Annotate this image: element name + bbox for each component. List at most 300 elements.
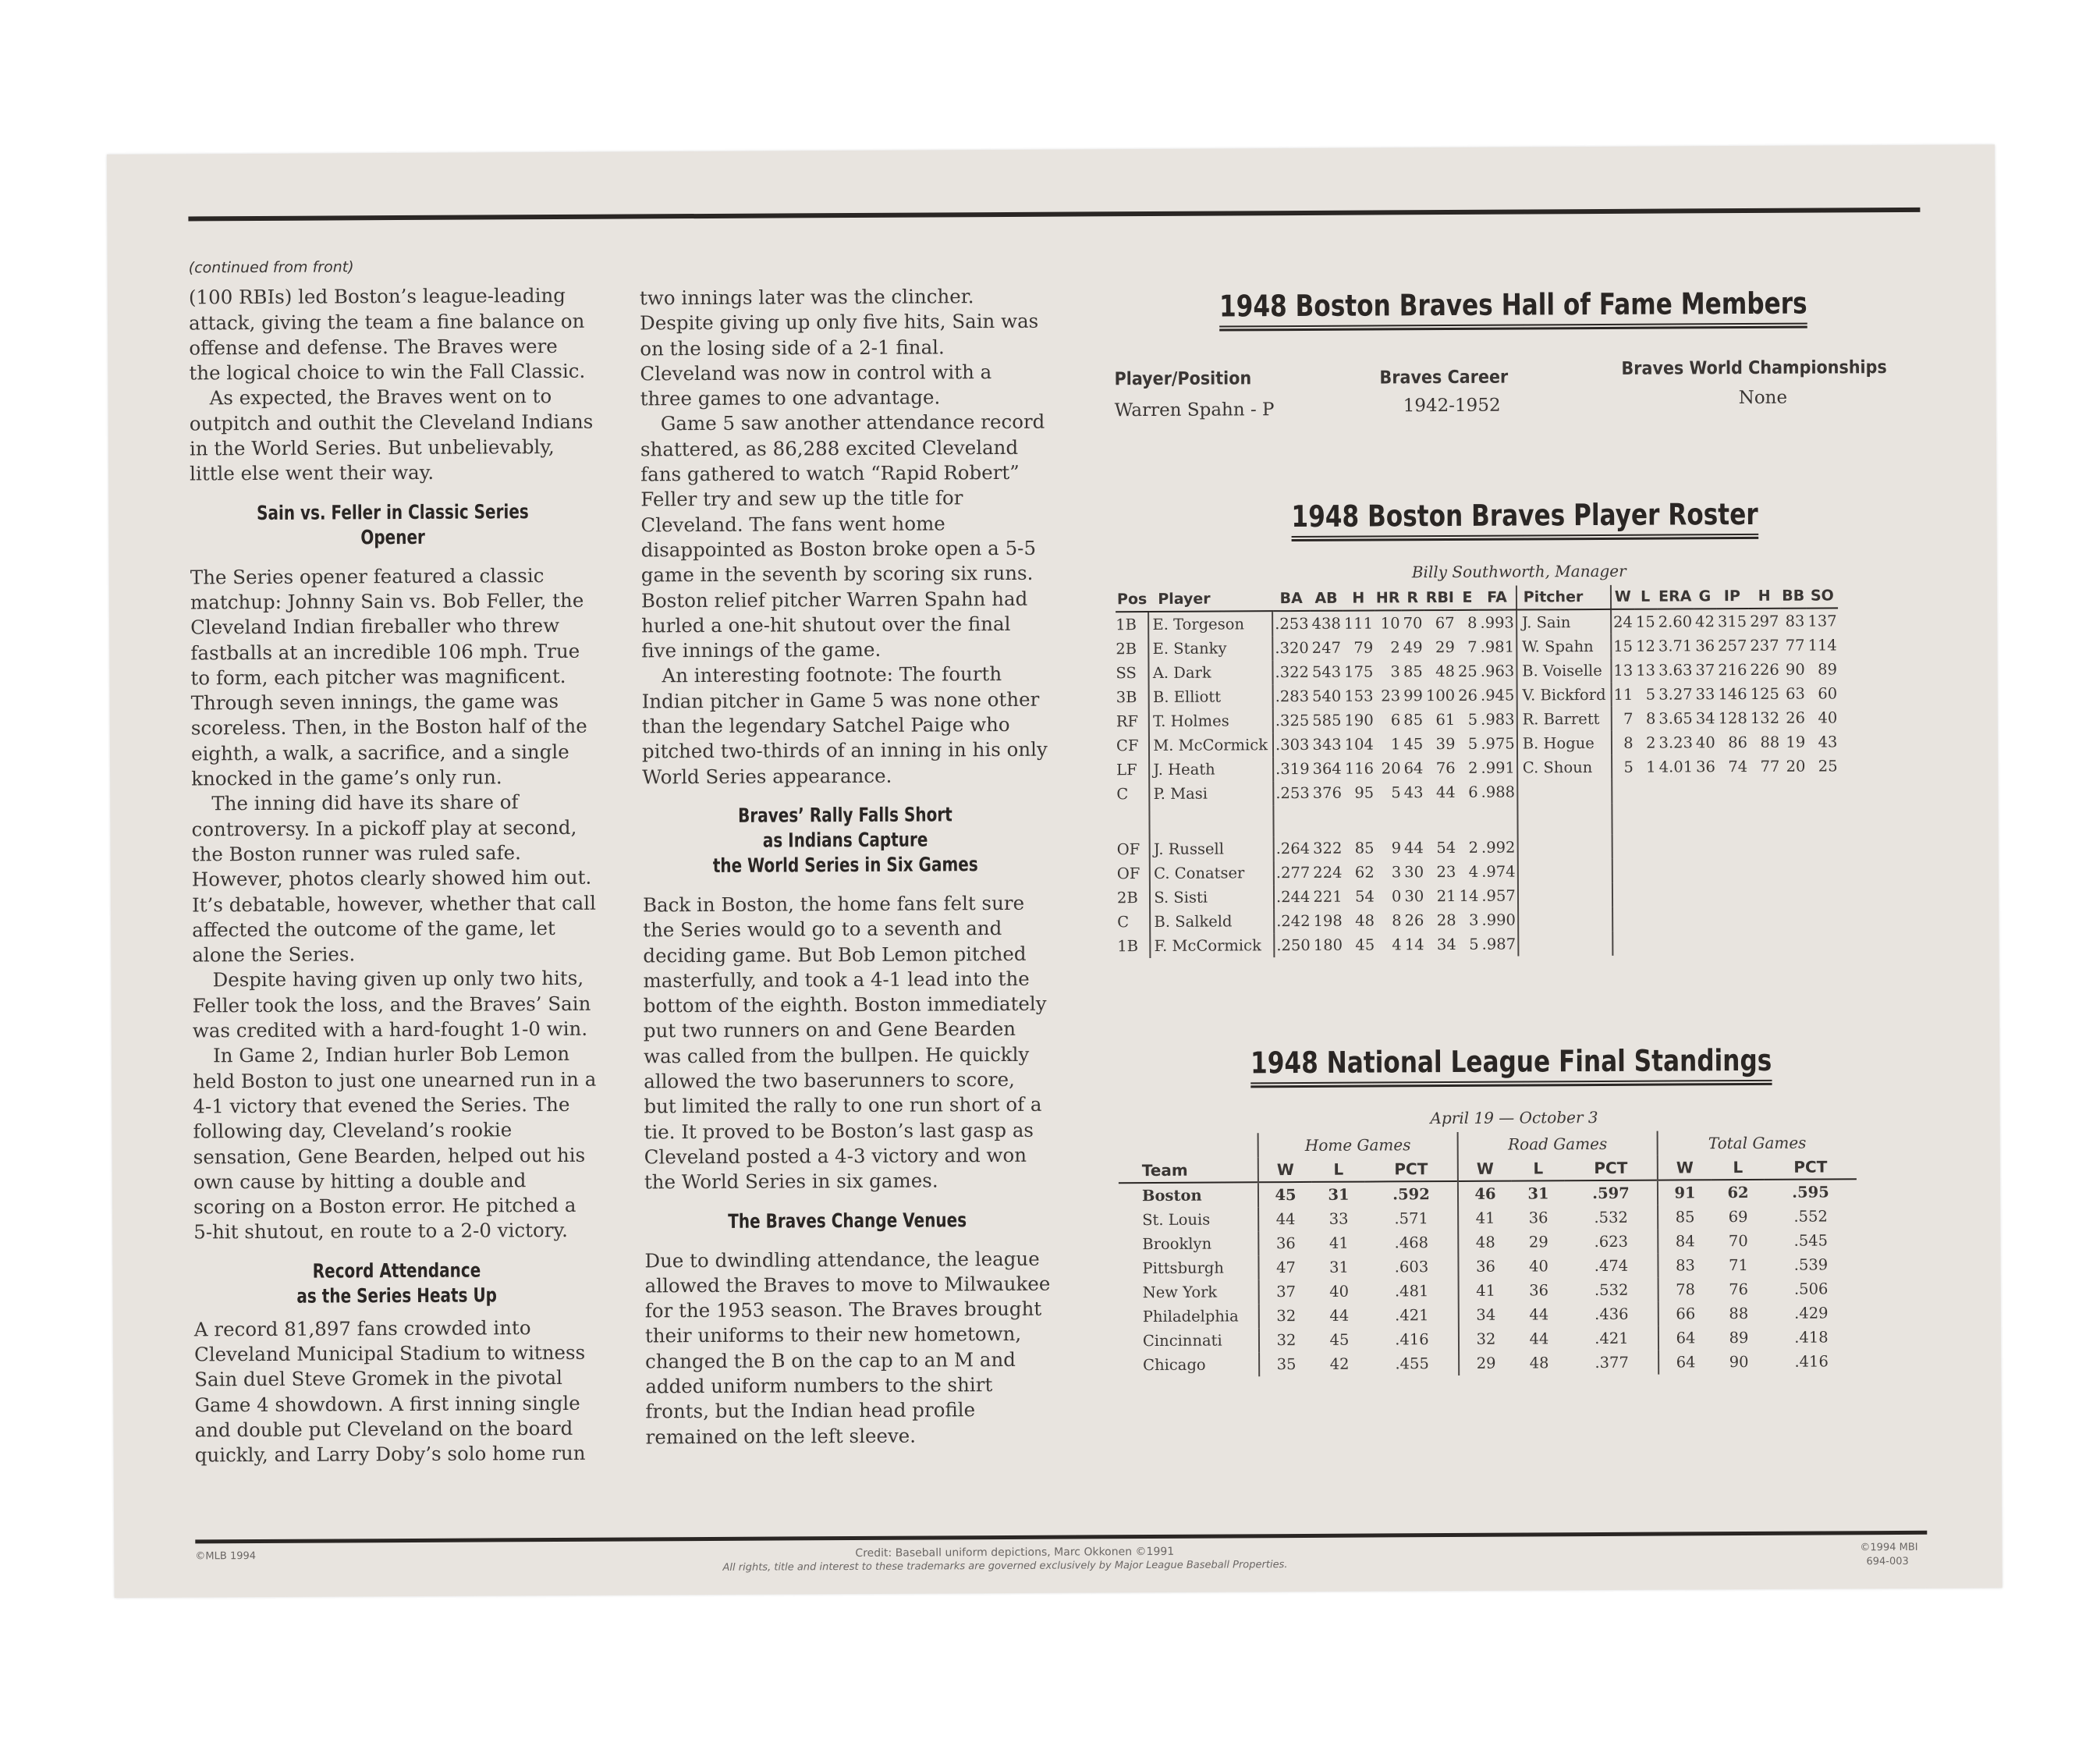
batting-stat: 438 (1311, 614, 1341, 633)
batting-stat: .253 (1272, 611, 1311, 636)
pitching-stat: 237 (1750, 636, 1779, 655)
player-name: C. Conatser (1150, 861, 1274, 886)
pitching-stat (1718, 907, 1750, 931)
standings-row (1119, 1204, 1857, 1232)
pitching-stat: 89 (1818, 660, 1838, 679)
w-header: W (1676, 1157, 1694, 1177)
w-header: W (1476, 1159, 1494, 1178)
l-header: L (1533, 1158, 1544, 1177)
team-header: Team (1141, 1160, 1188, 1180)
player-name: B. Elliott (1149, 684, 1273, 709)
pitching-stat: 43 (1818, 733, 1838, 751)
batting-stat: 343 (1312, 735, 1342, 754)
standings-stat: 45 (1258, 1182, 1312, 1207)
standings-stat: 29 (1476, 1354, 1496, 1372)
pitching-stat: 2.60 (1658, 612, 1693, 631)
standings-stat: 48 (1475, 1233, 1495, 1251)
pitcher-name (1518, 907, 1612, 932)
player-name: J. Russell (1150, 836, 1274, 861)
standings-stat: 32 (1259, 1304, 1313, 1328)
batting-stat: 180 (1313, 935, 1343, 954)
batting-stat: 4 (1468, 862, 1479, 881)
batting-stat: .283 (1273, 684, 1311, 708)
standings-row (1119, 1349, 1857, 1377)
pitching-stat (1635, 835, 1658, 859)
pitching-stat: 26 (1786, 708, 1806, 727)
team-name: Philadelphia (1142, 1307, 1239, 1326)
footer-code: 694-003 (1866, 1555, 1909, 1568)
standings-stat: .474 (1565, 1254, 1658, 1279)
standings-stat: .571 (1365, 1206, 1458, 1231)
player-position: 3B (1116, 688, 1137, 707)
batting-stat: 0 (1391, 887, 1402, 906)
pitching-stat (1695, 834, 1718, 858)
standings-row (1119, 1325, 1857, 1353)
roster-col-header: BB (1780, 584, 1806, 609)
batting-stat: .974 (1480, 860, 1518, 884)
pitching-stat: 42 (1695, 612, 1715, 631)
pitcher-name: W. Spahn (1516, 634, 1611, 659)
roster-row (1117, 833, 1840, 861)
pitching-stat: 297 (1750, 612, 1779, 630)
pitching-stat: 114 (1807, 636, 1837, 655)
batting-stat: 54 (1436, 838, 1456, 857)
continued-note: (continued from front) (188, 258, 354, 277)
standings-group-row (1119, 1130, 1857, 1158)
batting-stat: 34 (1436, 935, 1456, 954)
standings-row (1119, 1276, 1857, 1305)
footer-copyright: ©MLB 1994 (195, 1550, 257, 1563)
standings-stat: 71 (1729, 1256, 1748, 1275)
pitcher-name (1518, 859, 1612, 884)
batting-stat: 14 (1459, 886, 1479, 905)
standings-stat: 89 (1729, 1329, 1749, 1347)
top-rule (188, 208, 1920, 222)
roster-manager: Billy Southworth, Manager (1411, 561, 1626, 582)
pitching-stat (1612, 804, 1635, 835)
pitcher-name: B. Hogue (1517, 731, 1612, 756)
batting-stat: 3 (1469, 910, 1479, 929)
standings-stat: 64 (1676, 1329, 1696, 1347)
standings-stat: 36 (1529, 1281, 1549, 1300)
footer-mbi: ©1994 MBI (1860, 1541, 1918, 1554)
player-position: OF (1116, 864, 1140, 883)
pitching-stat: 40 (1818, 708, 1838, 727)
player-position: SS (1116, 664, 1137, 683)
roster-col-header: ERA (1656, 584, 1694, 609)
standings-stat: 62 (1727, 1183, 1749, 1202)
batting-stat: 376 (1312, 783, 1343, 802)
pitching-stat: 5 (1623, 758, 1634, 776)
batting-stat: 585 (1312, 711, 1342, 729)
pitching-stat (1694, 803, 1717, 834)
standings-stat: 34 (1476, 1305, 1496, 1324)
batting-stat: 540 (1312, 687, 1342, 705)
section-heading: Sain vs. Feller in Classic Series Opener (256, 499, 529, 548)
batting-stat: .992 (1480, 836, 1518, 860)
pitching-stat (1658, 779, 1695, 803)
player-name: J. Heath (1149, 757, 1273, 782)
roster-col-header: H (1343, 587, 1375, 611)
batting-stat (1375, 804, 1403, 836)
standings-table-wrap (1119, 1130, 1858, 1377)
batting-stat: .244 (1274, 885, 1312, 909)
batting-stat: 175 (1344, 662, 1374, 681)
standings-stat: 47 (1258, 1255, 1312, 1280)
standings-stat: 88 (1729, 1305, 1749, 1323)
standings-stat: 84 (1675, 1232, 1695, 1251)
roster-col-header: RBI (1424, 586, 1456, 610)
hof-championships-header: Braves World Championships (1621, 357, 1887, 379)
batting-stat: 49 (1403, 638, 1423, 657)
pct-header: PCT (1793, 1156, 1828, 1177)
standings-stat: .429 (1794, 1304, 1829, 1322)
standings-stat: .481 (1366, 1279, 1459, 1304)
batting-stat: .993 (1478, 610, 1516, 635)
pitching-stat (1695, 882, 1718, 907)
pitching-stat: 34 (1695, 709, 1715, 728)
batting-stat: .981 (1479, 635, 1517, 659)
hof-title: 1948 Boston Braves Hall of Fame Members (1219, 286, 1807, 332)
player-name: E. Stanky (1149, 636, 1273, 661)
player-position: CF (1116, 737, 1139, 755)
pitching-stat (1718, 931, 1750, 955)
pitching-stat (1612, 859, 1636, 883)
batting-stat: 104 (1344, 735, 1374, 754)
batting-stat: 6 (1390, 711, 1401, 729)
pitching-stat (1612, 932, 1636, 956)
standings-stat: .545 (1793, 1231, 1829, 1250)
player-name: E. Torgeson (1148, 611, 1272, 637)
batting-stat: 364 (1312, 759, 1342, 778)
roster-row (1116, 657, 1839, 685)
standings-stat: 44 (1529, 1305, 1549, 1324)
standings-title: 1948 National League Final Standings (1250, 1043, 1772, 1088)
pitching-stat: 137 (1807, 612, 1837, 630)
pitching-stat: 315 (1717, 612, 1747, 631)
pitching-stat: 216 (1718, 661, 1747, 680)
batting-stat: 9 (1391, 839, 1402, 857)
roster-col-header: Pos (1116, 587, 1148, 612)
standings-stat: 44 (1529, 1329, 1549, 1348)
batting-stat (1273, 805, 1311, 836)
pitcher-name (1517, 779, 1612, 804)
pitching-stat (1612, 907, 1636, 932)
pitching-stat: 77 (1760, 757, 1780, 776)
pitching-stat: 36 (1695, 637, 1715, 655)
hof-player: Warren Spahn - P (1114, 399, 1275, 421)
heading-line: the World Series in Six Games (712, 853, 978, 877)
batting-stat: 221 (1313, 887, 1343, 906)
team-name: Cincinnati (1142, 1331, 1222, 1351)
middle-column (640, 284, 1052, 1450)
batting-stat: 111 (1343, 614, 1374, 633)
player-position: C (1117, 913, 1130, 932)
batting-stat: 62 (1354, 863, 1375, 882)
pitching-stat: 1 (1646, 758, 1656, 776)
batting-stat: 43 (1403, 783, 1424, 802)
batting-stat: .975 (1479, 732, 1517, 756)
pitching-stat (1717, 803, 1749, 834)
pitching-stat: 3.63 (1658, 661, 1693, 680)
batting-stat: 26 (1458, 686, 1478, 705)
batting-stat: 64 (1403, 759, 1424, 778)
standings-stat: 32 (1259, 1328, 1313, 1352)
player-name: F. McCormick (1151, 933, 1275, 958)
batting-stat: 39 (1435, 734, 1456, 754)
standings-stat: .539 (1793, 1255, 1829, 1274)
player-position: 2B (1116, 640, 1137, 658)
pitching-stat (1612, 883, 1636, 907)
pitching-stat: 33 (1695, 685, 1715, 704)
pitching-stat: 7 (1623, 709, 1634, 728)
batting-stat: .250 (1274, 933, 1312, 957)
team-name: Chicago (1143, 1355, 1206, 1375)
batting-stat (1311, 805, 1343, 836)
batting-stat: 100 (1425, 686, 1456, 705)
batting-stat: .957 (1480, 884, 1518, 908)
pitching-stat: 13 (1636, 661, 1656, 680)
paragraph: Due to dwindling attendance, the league allowed the Braves to move to Milwaukee for the 1953 season. The Braves brought their uniforms to their new hometown, changed the B on the cap to an M and added uniform numbers to the shirt fronts, but the Indian head profile remained on the left sleeve. (644, 1247, 1051, 1448)
pitcher-name (1518, 932, 1612, 957)
pitching-stat: 11 (1613, 685, 1634, 704)
pitching-stat: 3.65 (1658, 709, 1693, 728)
pct-header: PCT (1565, 1155, 1658, 1181)
heading-line: Braves’ Rally Falls Short (738, 803, 952, 827)
batting-stat (1480, 804, 1518, 836)
roster-col-header: H (1748, 584, 1780, 609)
pitching-stat (1695, 931, 1718, 955)
roster-row (1117, 930, 1840, 958)
batting-stat: 76 (1435, 758, 1456, 778)
pitching-stat: 90 (1785, 660, 1805, 679)
roster-row (1116, 778, 1839, 806)
standings-stat: .416 (1366, 1327, 1459, 1352)
standings-stat: 41 (1476, 1281, 1496, 1300)
batting-stat: 14 (1404, 935, 1424, 954)
batting-stat: 30 (1404, 887, 1424, 906)
batting-stat: 6 (1468, 783, 1478, 801)
pitching-stat (1750, 882, 1782, 907)
batting-stat: 85 (1354, 839, 1375, 857)
standings-stat: 31 (1329, 1258, 1349, 1276)
pitching-stat (1749, 803, 1781, 834)
standings-stat: 29 (1528, 1233, 1548, 1251)
pitching-stat (1718, 858, 1750, 882)
card-sheet (107, 144, 2002, 1598)
standings-stat: 31 (1328, 1185, 1350, 1204)
pitching-stat: 8 (1645, 709, 1656, 728)
heading-line: as Indians Capture (762, 828, 928, 852)
pitching-stat: 15 (1635, 612, 1655, 631)
standings-stat: 76 (1729, 1280, 1749, 1299)
standings-stat: 41 (1328, 1234, 1349, 1252)
batting-stat: 8 (1467, 613, 1477, 632)
pitching-stat: 3.23 (1658, 733, 1694, 752)
standings-stat: 41 (1475, 1209, 1495, 1227)
player-name: A. Dark (1149, 660, 1273, 685)
pitcher-name (1518, 883, 1612, 908)
left-column (189, 254, 601, 1468)
roster-row (1116, 681, 1839, 709)
roster-col-header: AB (1310, 587, 1342, 611)
batting-stat: 5 (1469, 935, 1479, 953)
batting-stat: 3 (1391, 863, 1402, 882)
player-name (1150, 805, 1274, 837)
batting-stat: 198 (1313, 911, 1343, 930)
player-name: M. McCormick (1149, 733, 1273, 758)
standings-stat: 44 (1258, 1207, 1312, 1231)
batting-stat: 4 (1392, 935, 1402, 954)
pitching-stat: 132 (1750, 708, 1780, 727)
pitcher-name: V. Bickford (1516, 683, 1611, 708)
batting-stat: 20 (1381, 759, 1401, 778)
heading-line: as the Series Heats Up (296, 1283, 498, 1308)
hof-championships: None (1738, 387, 1788, 409)
paragraph: Back in Boston, the home fans felt sure the Series would go to a seventh and deciding game. But Bob Lemon pitched masterfully, and took a 4-1 lead into the bottom of the eighth. Boston immediately put two runners on and Gene Bearden was called from the bullpen. He quickly allowed the two baserunners to score, but limited the rally to one run short of a tie. It proved to be Boston’s last gasp as Cleveland posted a 4-3 victory and won the World Series in six games. (642, 891, 1047, 1194)
paragraph: In Game 2, Indian hurler Bob Lemon held Boston to just one unearned run in a 4-1 victory that evened the Series. The following day, Cleveland’s rookie sensation, Gene Bearden, helped out his own cause by hitting a double and scoring on a Boston error. He pitched a 5-hit shutout, en route to a 2-0 victory. (193, 1042, 597, 1244)
pitching-stat: 12 (1635, 637, 1655, 655)
pitcher-name (1517, 835, 1612, 860)
standings-header-row (1119, 1154, 1857, 1183)
batting-stat: 8 (1392, 911, 1402, 930)
roster-row (1116, 729, 1839, 758)
team-name: New York (1142, 1283, 1218, 1302)
player-name: B. Salkeld (1150, 909, 1274, 934)
pitching-stat (1658, 858, 1695, 882)
standings-stat: 44 (1329, 1306, 1350, 1325)
pitching-stat (1695, 907, 1718, 931)
pitching-stat (1636, 883, 1658, 907)
pitching-stat: 40 (1695, 733, 1715, 752)
batting-stat: 48 (1355, 911, 1375, 930)
paragraph: The inning did have its share of controversy. In a pickoff play at second, the Boston runner was ruled safe. However, photos clearly showed him out. It’s debatable, however, whether that call affected the outcome of the game, let alone the Series. (191, 790, 596, 967)
pct-header: PCT (1365, 1156, 1458, 1182)
standings-stat: .377 (1566, 1351, 1658, 1376)
roster-title: 1948 Boston Braves Player Roster (1291, 497, 1758, 541)
standings-stat: .597 (1565, 1180, 1658, 1206)
roster-col-header: E (1456, 586, 1478, 610)
standings-stat: .532 (1566, 1278, 1658, 1303)
pitching-stat: 5 (1645, 685, 1656, 704)
player-position (1116, 806, 1150, 837)
batting-stat: 79 (1353, 638, 1374, 657)
player-position: 1B (1117, 937, 1139, 956)
pitching-stat: 146 (1718, 685, 1747, 704)
standings-stat: .595 (1792, 1183, 1829, 1202)
player-position: RF (1116, 712, 1139, 731)
standings-stat: 91 (1674, 1184, 1696, 1202)
player-position: LF (1116, 761, 1137, 779)
pitching-stat (1782, 834, 1807, 858)
standings-stat: 40 (1529, 1257, 1548, 1276)
pitching-stat: 3.27 (1658, 685, 1693, 704)
batting-stat: 543 (1311, 662, 1342, 681)
team-name: Boston (1141, 1186, 1202, 1205)
pitching-stat (1717, 779, 1749, 803)
roster-col-header: L (1634, 585, 1657, 609)
pitching-stat: 86 (1728, 733, 1748, 752)
batting-stat: 5 (1467, 710, 1478, 729)
batting-stat: 153 (1344, 687, 1374, 705)
paragraph: A record 81,897 fans crowded into Cleveland Municipal Stadium to witness Sain duel Steve Gromek in the pivotal Game 4 showdown. A first inning single and double put Cleveland on the board quickly, and Larry Doby’s solo home run (193, 1315, 586, 1467)
pitching-stat (1658, 834, 1695, 858)
pitcher-name: R. Barrett (1516, 707, 1611, 732)
pitching-stat: 4.01 (1658, 758, 1694, 776)
home-games-group: Home Games (1258, 1132, 1458, 1157)
roster-col-header: SO (1806, 584, 1838, 608)
pitching-stat: 257 (1718, 637, 1747, 655)
standings-stat: 37 (1259, 1280, 1313, 1304)
pitching-stat (1749, 779, 1781, 803)
standings-stat: .552 (1793, 1207, 1828, 1226)
roster-col-header: G (1694, 584, 1716, 609)
standings-stat: .418 (1794, 1328, 1829, 1347)
batting-stat: 190 (1344, 711, 1374, 729)
pitching-stat: 74 (1728, 757, 1748, 776)
batting-stat: .242 (1274, 909, 1312, 933)
batting-stat: .253 (1273, 781, 1311, 805)
standings-stat: .421 (1566, 1326, 1658, 1351)
section-heading (234, 1258, 559, 1309)
pitching-stat (1782, 858, 1807, 882)
standings-stat: .421 (1366, 1303, 1459, 1328)
roster-col-header: HR (1375, 586, 1402, 610)
batting-stat: 44 (1404, 839, 1424, 857)
standings-row (1119, 1179, 1857, 1208)
batting-stat: 7 (1467, 637, 1477, 656)
standings-stat: 36 (1476, 1257, 1495, 1276)
batting-stat: 48 (1435, 662, 1456, 681)
batting-stat: 247 (1311, 638, 1342, 657)
roster-row (1116, 608, 1839, 637)
player-position: OF (1116, 840, 1140, 859)
pitching-stat: 60 (1818, 684, 1838, 703)
pitching-stat (1750, 858, 1782, 882)
pitching-stat: 20 (1786, 757, 1806, 776)
pitching-stat (1807, 882, 1839, 906)
batting-stat: 70 (1403, 614, 1423, 633)
player-position: 1B (1116, 616, 1137, 634)
batting-stat: .320 (1272, 636, 1311, 660)
player-name: T. Holmes (1149, 708, 1273, 733)
pitching-stat: 63 (1785, 684, 1805, 703)
pitching-stat (1635, 804, 1658, 835)
pitching-stat (1694, 779, 1717, 803)
pitching-stat (1782, 803, 1807, 834)
paragraph: An interesting footnote: The fourth Indian pitcher in Game 5 was none other than the legendary Satchel Paige who pitched two-thirds of an inning in his only World Series appearance. (641, 662, 1048, 789)
paragraph: (100 RBIs) led Boston’s league-leading attack, giving the team a fine balance on offense and defense. The Braves were the logical choice to win the Fall Classic. (188, 284, 586, 385)
pitching-stat (1782, 907, 1807, 931)
batting-stat: 25 (1457, 662, 1477, 680)
pitching-stat (1658, 907, 1696, 931)
standings-stat: 69 (1728, 1208, 1748, 1226)
pitching-stat (1695, 858, 1718, 882)
hof-player-header: Player/Position (1114, 368, 1252, 390)
standings-stat: .455 (1366, 1351, 1459, 1376)
standings-body (1119, 1179, 1857, 1377)
batting-stat: .963 (1479, 659, 1517, 683)
standings-stat: 42 (1329, 1354, 1350, 1373)
standings-stat: 46 (1474, 1184, 1496, 1203)
pitching-stat: 25 (1818, 757, 1838, 776)
paragraph: Despite having given up only two hits, Feller took the loss, and the Braves’ Sain was credited with a hard-fought 1-0 win. (192, 967, 591, 1042)
w-header: W (1258, 1157, 1312, 1182)
batting-stat: .277 (1274, 861, 1312, 885)
batting-stat: .988 (1480, 780, 1518, 804)
batting-stat: 45 (1403, 735, 1424, 754)
standings-stat: 36 (1528, 1209, 1548, 1227)
